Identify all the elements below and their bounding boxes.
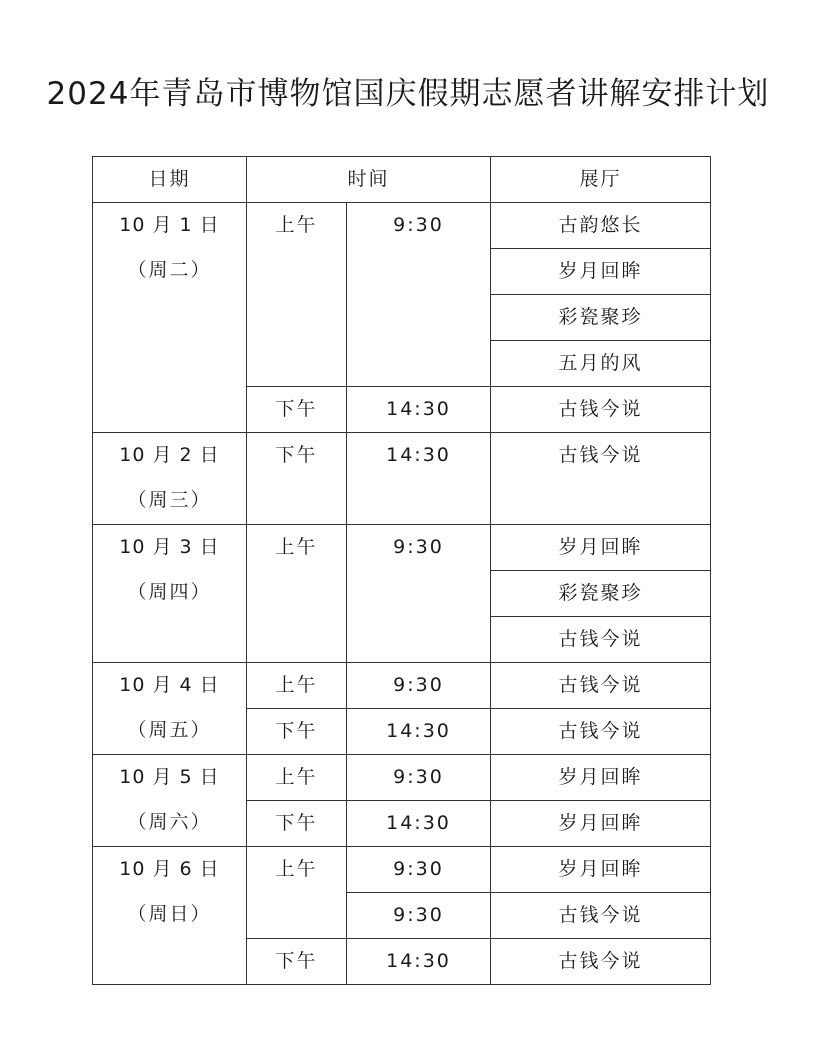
table-row bbox=[93, 525, 711, 571]
date-cell bbox=[93, 433, 247, 525]
period-cell: 下午 bbox=[247, 387, 347, 433]
hall-cell: 彩瓷聚珍 bbox=[491, 571, 711, 617]
period-cell: 下午 bbox=[247, 801, 347, 847]
date-cell bbox=[93, 755, 247, 847]
hall-cell: 岁月回眸 bbox=[491, 801, 711, 847]
time-cell: 14:30 bbox=[347, 939, 491, 985]
page-title: 2024年青岛市博物馆国庆假期志愿者讲解安排计划 bbox=[46, 76, 770, 112]
date-cell bbox=[93, 525, 247, 663]
time-cell: 9:30 bbox=[347, 755, 491, 801]
time-cell: 14:30 bbox=[347, 433, 491, 525]
hall-cell: 岁月回眸 bbox=[491, 755, 711, 801]
hall-cell: 岁月回眸 bbox=[491, 847, 711, 893]
time-cell: 14:30 bbox=[347, 801, 491, 847]
date-text: 10 月 2 日 bbox=[119, 444, 220, 466]
header-date: 日期 bbox=[93, 157, 247, 203]
date-text: 10 月 6 日 bbox=[119, 858, 220, 880]
hall-cell: 古钱今说 bbox=[491, 617, 711, 663]
time-cell: 9:30 bbox=[347, 893, 491, 939]
header-time: 时间 bbox=[247, 157, 491, 203]
table-row bbox=[93, 203, 711, 249]
weekday-text: （周四） bbox=[127, 581, 212, 603]
date-cell bbox=[93, 663, 247, 755]
hall-cell: 古韵悠长 bbox=[491, 203, 711, 249]
period-cell: 上午 bbox=[247, 203, 347, 387]
date-cell bbox=[93, 847, 247, 985]
header-hall: 展厅 bbox=[491, 157, 711, 203]
hall-cell: 古钱今说 bbox=[491, 387, 711, 433]
date-text: 10 月 5 日 bbox=[119, 766, 220, 788]
date-text: 10 月 1 日 bbox=[119, 214, 220, 236]
table-row bbox=[93, 663, 711, 709]
time-cell: 14:30 bbox=[347, 387, 491, 433]
time-cell: 9:30 bbox=[347, 847, 491, 893]
hall-cell: 岁月回眸 bbox=[491, 249, 711, 295]
weekday-text: （周二） bbox=[127, 259, 212, 281]
period-cell: 下午 bbox=[247, 433, 347, 525]
weekday-text: （周三） bbox=[127, 489, 212, 511]
period-cell: 上午 bbox=[247, 663, 347, 709]
date-text: 10 月 3 日 bbox=[119, 536, 220, 558]
date-cell bbox=[93, 203, 247, 433]
hall-cell: 古钱今说 bbox=[491, 663, 711, 709]
hall-cell: 岁月回眸 bbox=[491, 525, 711, 571]
hall-cell: 古钱今说 bbox=[491, 893, 711, 939]
hall-cell: 彩瓷聚珍 bbox=[491, 295, 711, 341]
hall-cell: 五月的风 bbox=[491, 341, 711, 387]
hall-cell: 古钱今说 bbox=[491, 709, 711, 755]
period-cell: 上午 bbox=[247, 755, 347, 801]
period-cell: 下午 bbox=[247, 939, 347, 985]
period-cell: 上午 bbox=[247, 525, 347, 663]
period-cell: 上午 bbox=[247, 847, 347, 939]
table-row bbox=[93, 433, 711, 525]
table-row bbox=[93, 755, 711, 801]
time-cell: 9:30 bbox=[347, 203, 491, 387]
hall-cell: 古钱今说 bbox=[491, 939, 711, 985]
period-cell: 下午 bbox=[247, 709, 347, 755]
weekday-text: （周五） bbox=[127, 719, 212, 741]
table-row bbox=[93, 847, 711, 893]
time-cell: 14:30 bbox=[347, 709, 491, 755]
schedule-table bbox=[92, 156, 711, 985]
weekday-text: （周日） bbox=[127, 903, 212, 925]
weekday-text: （周六） bbox=[127, 811, 212, 833]
time-cell: 9:30 bbox=[347, 525, 491, 663]
time-cell: 9:30 bbox=[347, 663, 491, 709]
date-text: 10 月 4 日 bbox=[119, 674, 220, 696]
header-row bbox=[93, 157, 711, 203]
hall-cell: 古钱今说 bbox=[491, 433, 711, 525]
